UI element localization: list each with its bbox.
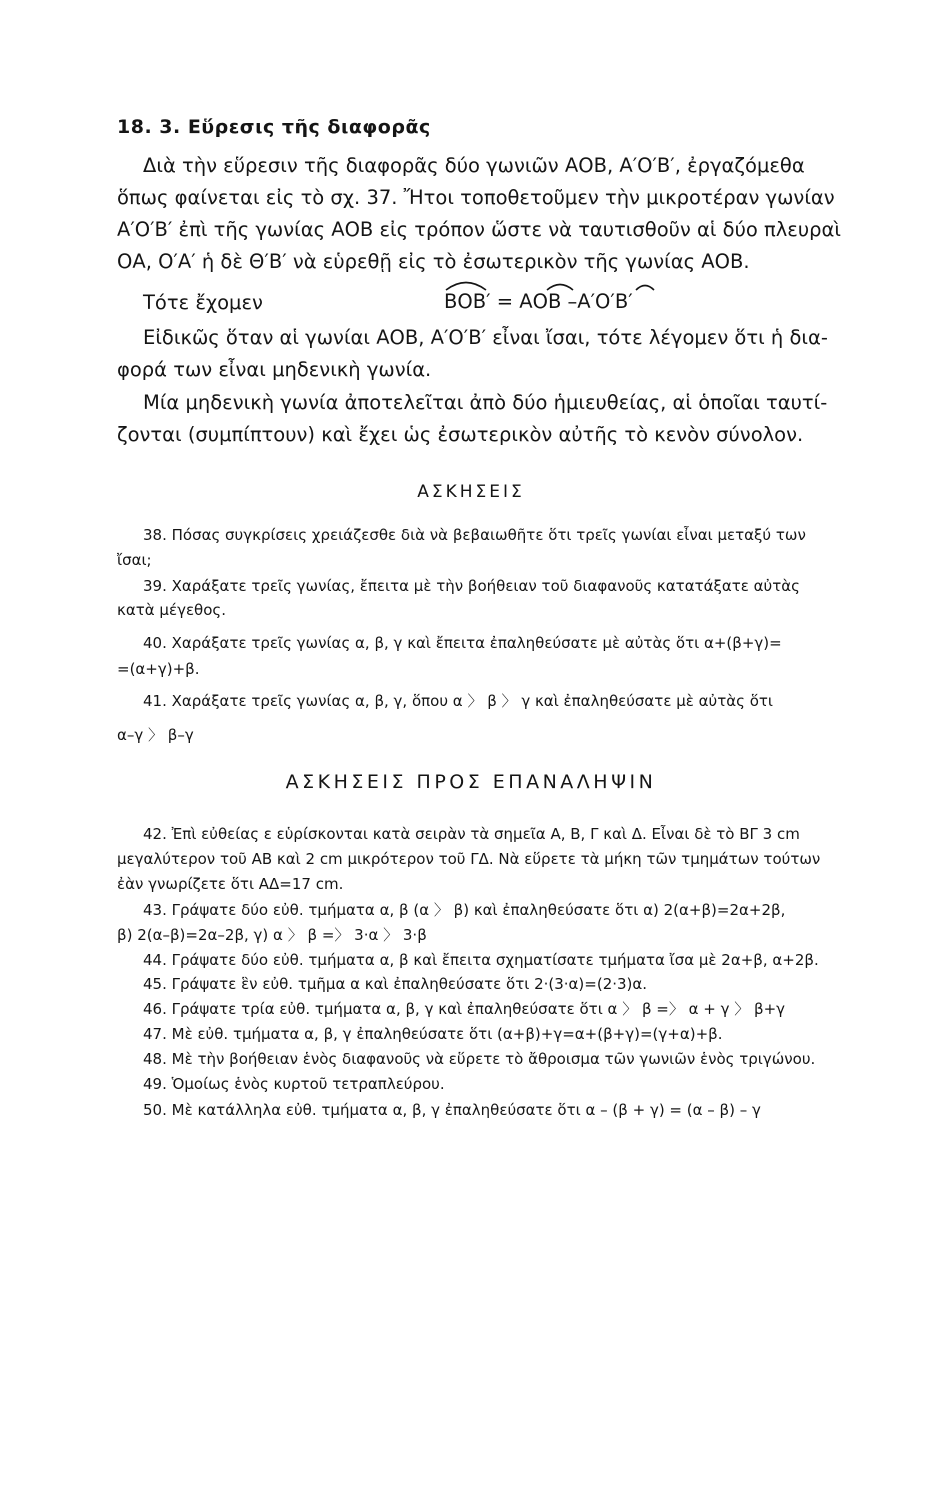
review-heading: ΑΣΚΗΣΕΙΣ ΠΡΟΣ ΕΠΑΝΑΛΗΨΙΝ — [285, 771, 657, 793]
exercise-43-line-1: 43. Γράψατε δύο εὐθ. τμήματα α, β (α 〉 β) καὶ ἐπαληθεύσατε ὅτι α) 2(α+β)=2α+2β, — [143, 901, 786, 919]
para2-line-1: Εἰδικῶς ὅταν αἱ γωνίαι ΑΟΒ, Α′Ο′Β′ εἶναι ἴσαι, τότε λέγομεν ὅτι ἡ δια- — [143, 326, 828, 349]
angle-hat-marks — [444, 277, 744, 293]
exercise-40-line-1: 40. Χαράξατε τρεῖς γωνίας α, β, γ καὶ ἔπειτα ἐπαληθεύσατε μὲ αὐτὰς ὅτι α+(β+γ)= — [143, 634, 782, 652]
exercise-50: 50. Μὲ κατάλληλα εὐθ. τμήματα α, β, γ ἐπαληθεύσατε ὅτι α – (β + γ) = (α – β) – γ — [143, 1101, 761, 1119]
exercise-38-line-2: ἴσαι; — [117, 551, 152, 569]
exercise-44: 44. Γράψατε δύο εὐθ. τμήματα α, β καὶ ἔπειτα σχηματίσατε τμήματα ἴσα μὲ 2α+β, α+2β. — [143, 951, 819, 969]
exercise-48: 48. Μὲ τὴν βοήθειαν ἑνὸς διαφανοῦς νὰ εὕρετε τὸ ἄθροισμα τῶν γωνιῶν ἑνὸς τριγώνου. — [143, 1050, 816, 1068]
exercise-38-line-1: 38. Πόσας συγκρίσεις χρειάζεσθε διὰ νὰ βεβαιωθῆτε ὅτι τρεῖς γωνίαι εἶναι μεταξύ των — [143, 526, 806, 544]
exercise-43-line-2: β) 2(α–β)=2α–2β, γ) α 〉 β =〉 3·α 〉 3·β — [117, 926, 427, 944]
para1-line-1: Διὰ τὴν εὕρεσιν τῆς διαφορᾶς δύο γωνιῶν ΑΟΒ, Α′Ο′Β′, ἐργαζόμεθα — [143, 154, 805, 177]
formula-lead: Τότε ἔχομεν — [143, 291, 263, 314]
para3-line-2: ζονται (συμπίπτουν) καὶ ἔχει ὡς ἐσωτερικὸν αὐτῆς τὸ κενὸν σύνολον. — [117, 423, 804, 446]
exercise-41-line-2: α–γ 〉 β–γ — [117, 726, 194, 744]
para3-line-1: Μία μηδενικὴ γωνία ἀποτελεῖται ἀπὸ δύο ἡμιευθείας, αἱ ὁποῖαι ταυτί- — [143, 391, 828, 414]
exercise-40-line-2: =(α+γ)+β. — [117, 660, 200, 678]
formula-expression: ΒΟΒ′ = ΑΟΒ –Α′Ο′Β′ — [444, 290, 633, 313]
angle-difference-formula — [444, 290, 633, 313]
exercise-42-line-1: 42. Ἐπὶ εὐθείας ε εὑρίσκονται κατὰ σειρὰν τὰ σημεῖα Α, Β, Γ καὶ Δ. Εἶναι δὲ τὸ ΒΓ 3 cm — [143, 825, 800, 843]
para1-line-4: ΟΑ, Ο′Α′ ἡ δὲ Θ′Β′ νὰ εὑρεθῇ εἰς τὸ ἐσωτερικὸν τῆς γωνίας ΑΟΒ. — [117, 250, 750, 273]
para2-line-2: φορά των εἶναι μηδενικὴ γωνία. — [117, 358, 432, 381]
exercise-47: 47. Μὲ εὐθ. τμήματα α, β, γ ἐπαληθεύσατε ὅτι (α+β)+γ=α+(β+γ)=(γ+α)+β. — [143, 1025, 723, 1043]
exercise-49: 49. Ὁμοίως ἑνὸς κυρτοῦ τετραπλεύρου. — [143, 1075, 445, 1093]
exercise-41-line-1: 41. Χαράξατε τρεῖς γωνίας α, β, γ, ὅπου α 〉 β 〉 γ καὶ ἐπαληθεύσατε μὲ αὐτὰς ὅτι — [143, 692, 773, 710]
exercise-39-line-2: κατὰ μέγεθος. — [117, 601, 226, 619]
exercise-42-line-3: ἐὰν γνωρίζετε ὅτι ΑΔ=17 cm. — [117, 875, 344, 893]
para1-line-2: ὅπως φαίνεται εἰς τὸ σχ. 37. Ἤτοι τοποθετοῦμεν τὴν μικροτέραν γωνίαν — [117, 186, 835, 209]
exercise-42-line-2: μεγαλύτερον τοῦ ΑΒ καὶ 2 cm μικρότερον τοῦ ΓΔ. Νὰ εὕρετε τὰ μήκη τῶν τμημάτων τούτων — [117, 850, 821, 868]
exercise-46: 46. Γράψατε τρία εὐθ. τμήματα α, β, γ καὶ ἐπαληθεύσατε ὅτι α 〉 β =〉 α + γ 〉 β+γ — [143, 1000, 786, 1018]
para1-line-3: Α′Ο′Β′ ἐπὶ τῆς γωνίας ΑΟΒ εἰς τρόπον ὥστε νὰ ταυτισθοῦν αἱ δύο πλευραὶ — [117, 218, 841, 241]
section-title: 18. 3. Εὕρεσις τῆς διαφορᾶς — [117, 116, 431, 138]
exercises-heading: ΑΣΚΗΣΕΙΣ — [417, 482, 525, 502]
exercise-39-line-1: 39. Χαράξατε τρεῖς γωνίας, ἔπειτα μὲ τὴν βοήθειαν τοῦ διαφανοῦς κατατάξατε αὐτὰς — [143, 577, 800, 595]
exercise-45: 45. Γράψατε ἓν εὐθ. τμῆμα α καὶ ἐπαληθεύσατε ὅτι 2·(3·α)=(2·3)α. — [143, 975, 648, 993]
